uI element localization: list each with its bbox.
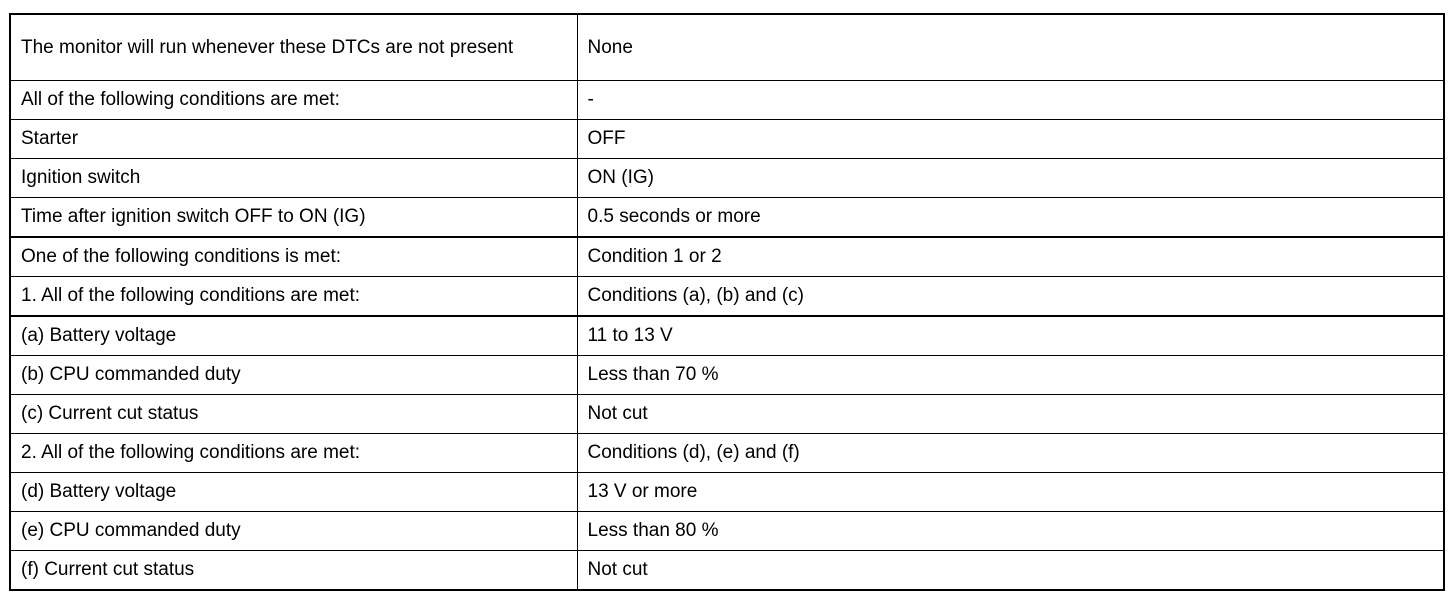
value-cell: 0.5 seconds or more <box>577 198 1444 238</box>
condition-cell: Starter <box>10 120 577 159</box>
value-cell: Conditions (a), (b) and (c) <box>577 277 1444 317</box>
value-cell: Condition 1 or 2 <box>577 237 1444 277</box>
value-cell: None <box>577 14 1444 81</box>
table-row <box>10 198 1444 238</box>
table-row <box>10 473 1444 512</box>
table-row <box>10 395 1444 434</box>
table-row <box>10 120 1444 159</box>
value-cell: Not cut <box>577 395 1444 434</box>
condition-cell: 1. All of the following conditions are met: <box>10 277 577 317</box>
condition-cell: One of the following conditions is met: <box>10 237 577 277</box>
value-cell: Not cut <box>577 551 1444 591</box>
value-cell: Conditions (d), (e) and (f) <box>577 434 1444 473</box>
condition-cell: (c) Current cut status <box>10 395 577 434</box>
condition-cell: Time after ignition switch OFF to ON (IG) <box>10 198 577 238</box>
condition-cell: (b) CPU commanded duty <box>10 356 577 395</box>
table-row <box>10 356 1444 395</box>
value-cell: Less than 70 % <box>577 356 1444 395</box>
table-row <box>10 551 1444 591</box>
table-row <box>10 14 1444 81</box>
condition-cell: (f) Current cut status <box>10 551 577 591</box>
value-cell: 11 to 13 V <box>577 316 1444 356</box>
table-row <box>10 159 1444 198</box>
condition-cell: (a) Battery voltage <box>10 316 577 356</box>
table-row <box>10 277 1444 317</box>
value-cell: Less than 80 % <box>577 512 1444 551</box>
table-row <box>10 512 1444 551</box>
value-cell: - <box>577 81 1444 120</box>
condition-cell: (d) Battery voltage <box>10 473 577 512</box>
condition-cell: All of the following conditions are met: <box>10 81 577 120</box>
condition-cell: (e) CPU commanded duty <box>10 512 577 551</box>
table-row <box>10 237 1444 277</box>
value-cell: 13 V or more <box>577 473 1444 512</box>
table-row <box>10 316 1444 356</box>
condition-cell: 2. All of the following conditions are met: <box>10 434 577 473</box>
conditions-table <box>9 13 1445 591</box>
table-row <box>10 81 1444 120</box>
value-cell: OFF <box>577 120 1444 159</box>
value-cell: ON (IG) <box>577 159 1444 198</box>
table-row <box>10 434 1444 473</box>
condition-cell: Ignition switch <box>10 159 577 198</box>
condition-cell: The monitor will run whenever these DTCs are not present <box>10 14 577 81</box>
